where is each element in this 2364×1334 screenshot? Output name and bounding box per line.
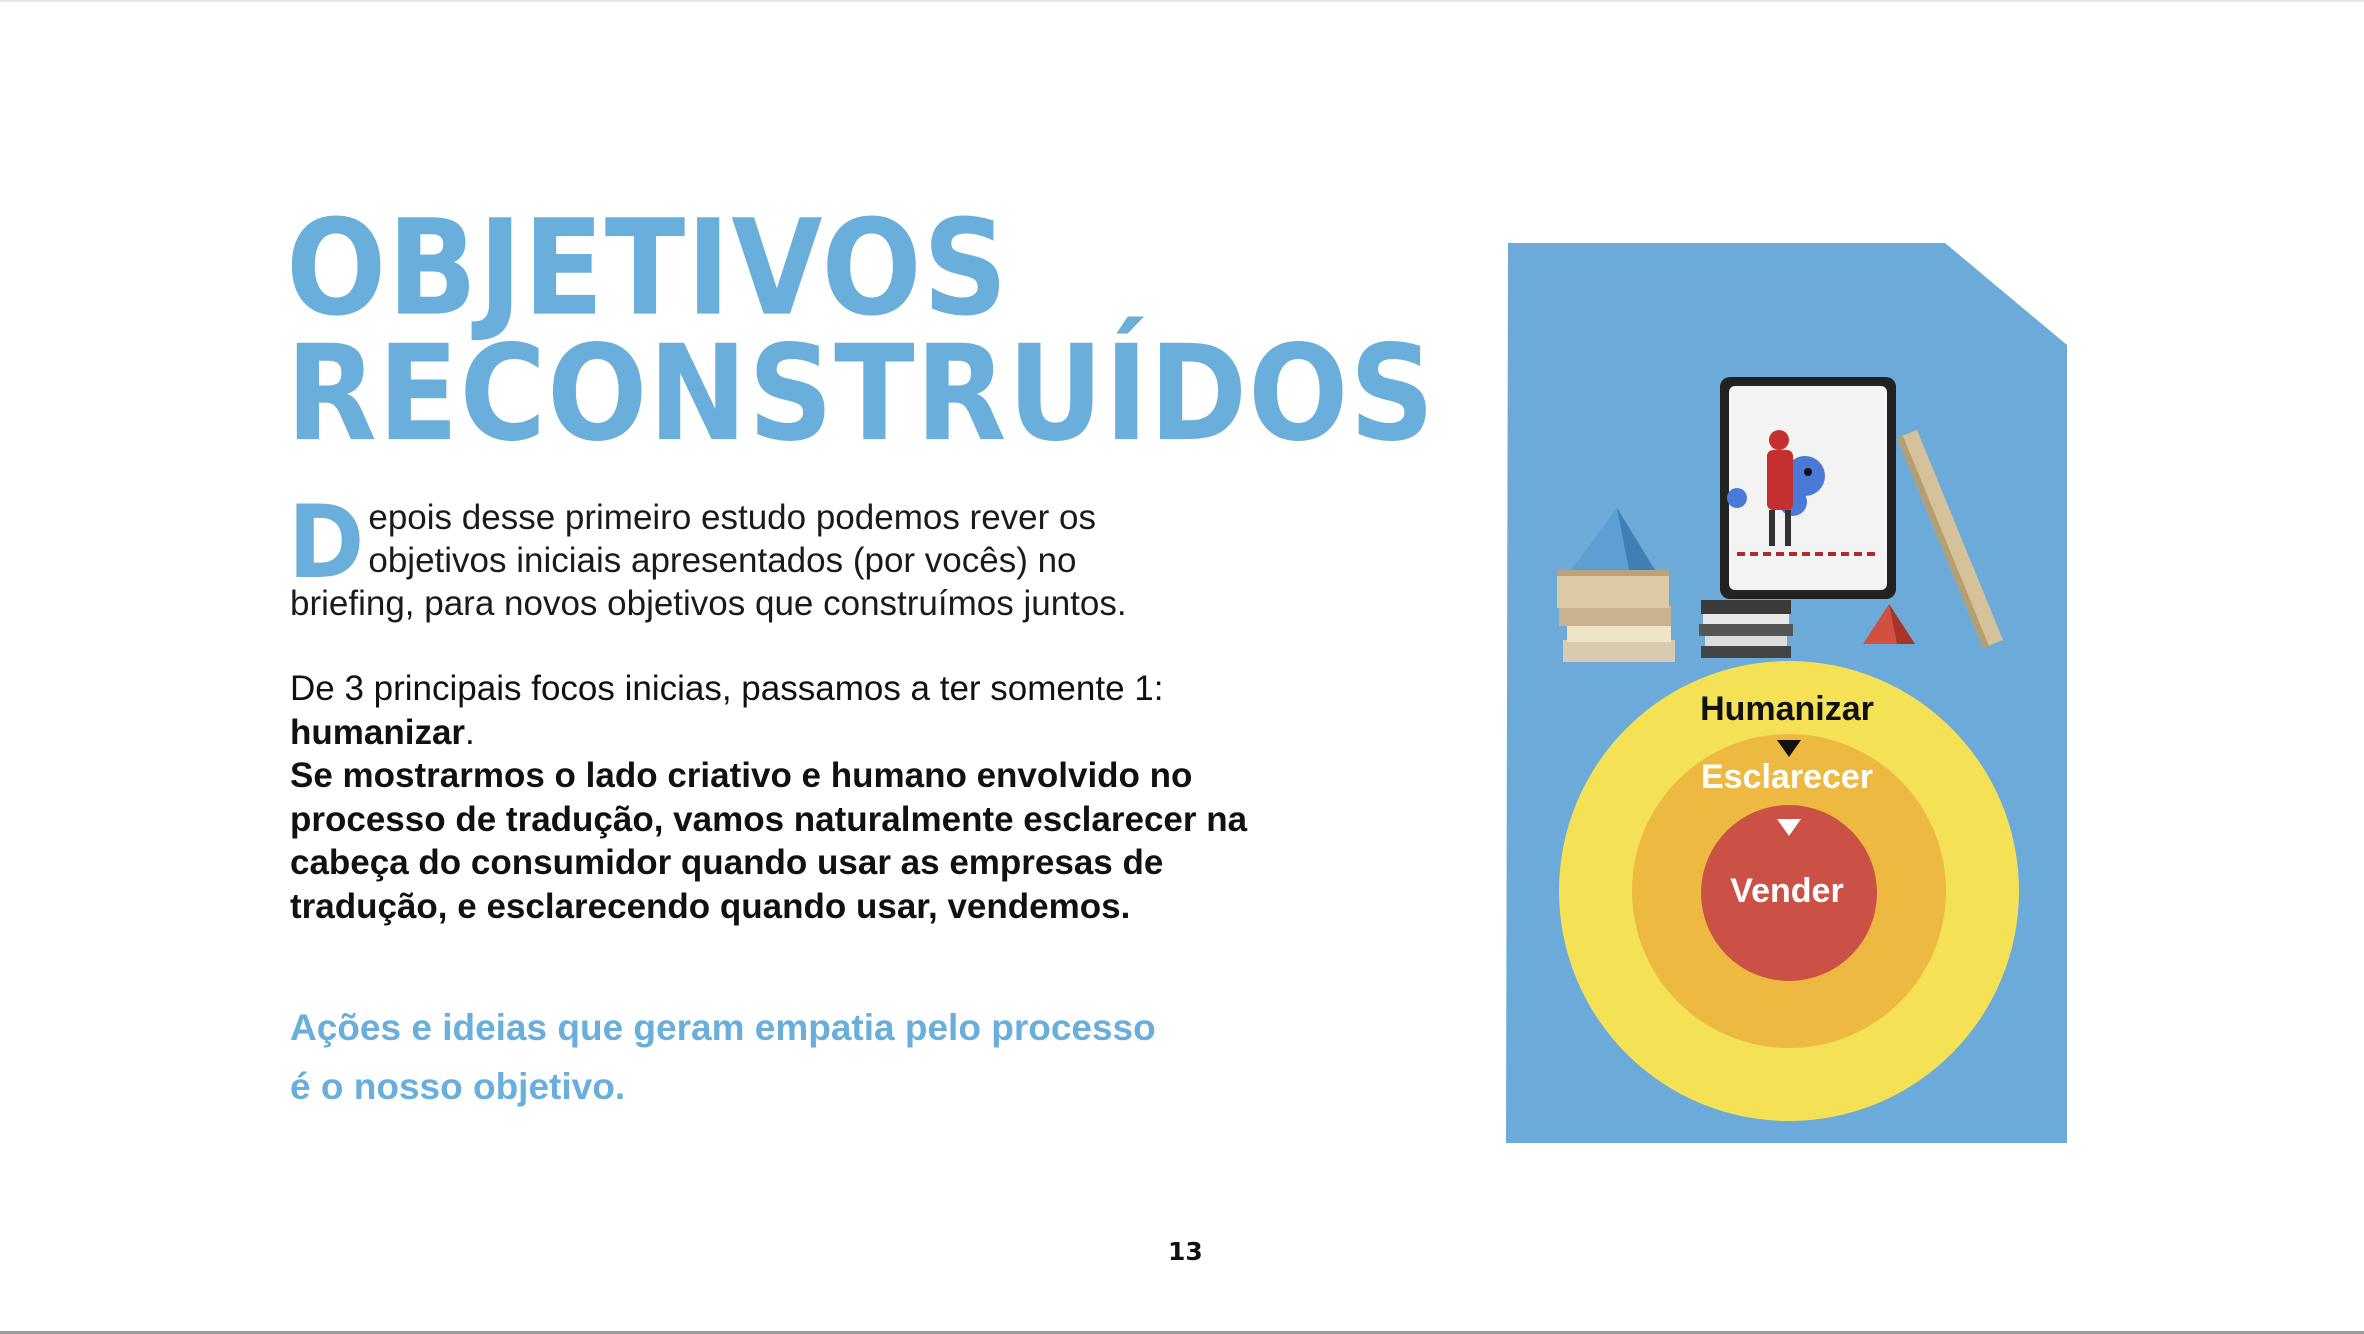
goal-line-1: Ações e ideias que geram empatia pelo processo <box>290 1007 1156 1048</box>
objectives-illustration <box>1505 240 2070 1145</box>
focus-lead: De 3 principais focos inicias, passamos a ter somente 1: <box>290 669 1164 708</box>
tablet-icon <box>1720 377 1896 599</box>
book-stack-small-icon <box>1699 600 1793 658</box>
focus-paragraph <box>290 667 1250 928</box>
focus-keyword: humanizar <box>290 712 466 752</box>
drop-cap: D <box>288 483 365 602</box>
page-title <box>286 190 1436 471</box>
intro-paragraph <box>288 483 1210 625</box>
top-border <box>0 0 2364 2</box>
focus-statement: Se mostrarmos o lado criativo e humano envolvido no processo de tradução, vamos naturalmente esclarecer na cabeça do consumidor quando usar as empresas de tradução, e esclarecendo quando usar, vendemos. <box>290 756 1248 926</box>
circle-label-vender: Vender <box>1730 872 1844 910</box>
goal-statement <box>290 998 1270 1116</box>
goal-line-2: é o nosso objetivo. <box>290 1066 626 1107</box>
title-line-2: RECONSTRUÍDOS <box>286 315 1436 471</box>
intro-text: epois desse primeiro estudo podemos rever os objetivos iniciais apresentados (por vocês) no briefing, para novos objetivos que construímos juntos. <box>290 498 1127 623</box>
focus-period: . <box>465 712 475 752</box>
circle-label-esclarecer: Esclarecer <box>1700 758 1874 796</box>
title-line-1: OBJETIVOS <box>286 190 1009 345</box>
circle-label-humanizar: Humanizar <box>1700 690 1874 728</box>
page-number: 13 <box>1168 1237 1203 1266</box>
